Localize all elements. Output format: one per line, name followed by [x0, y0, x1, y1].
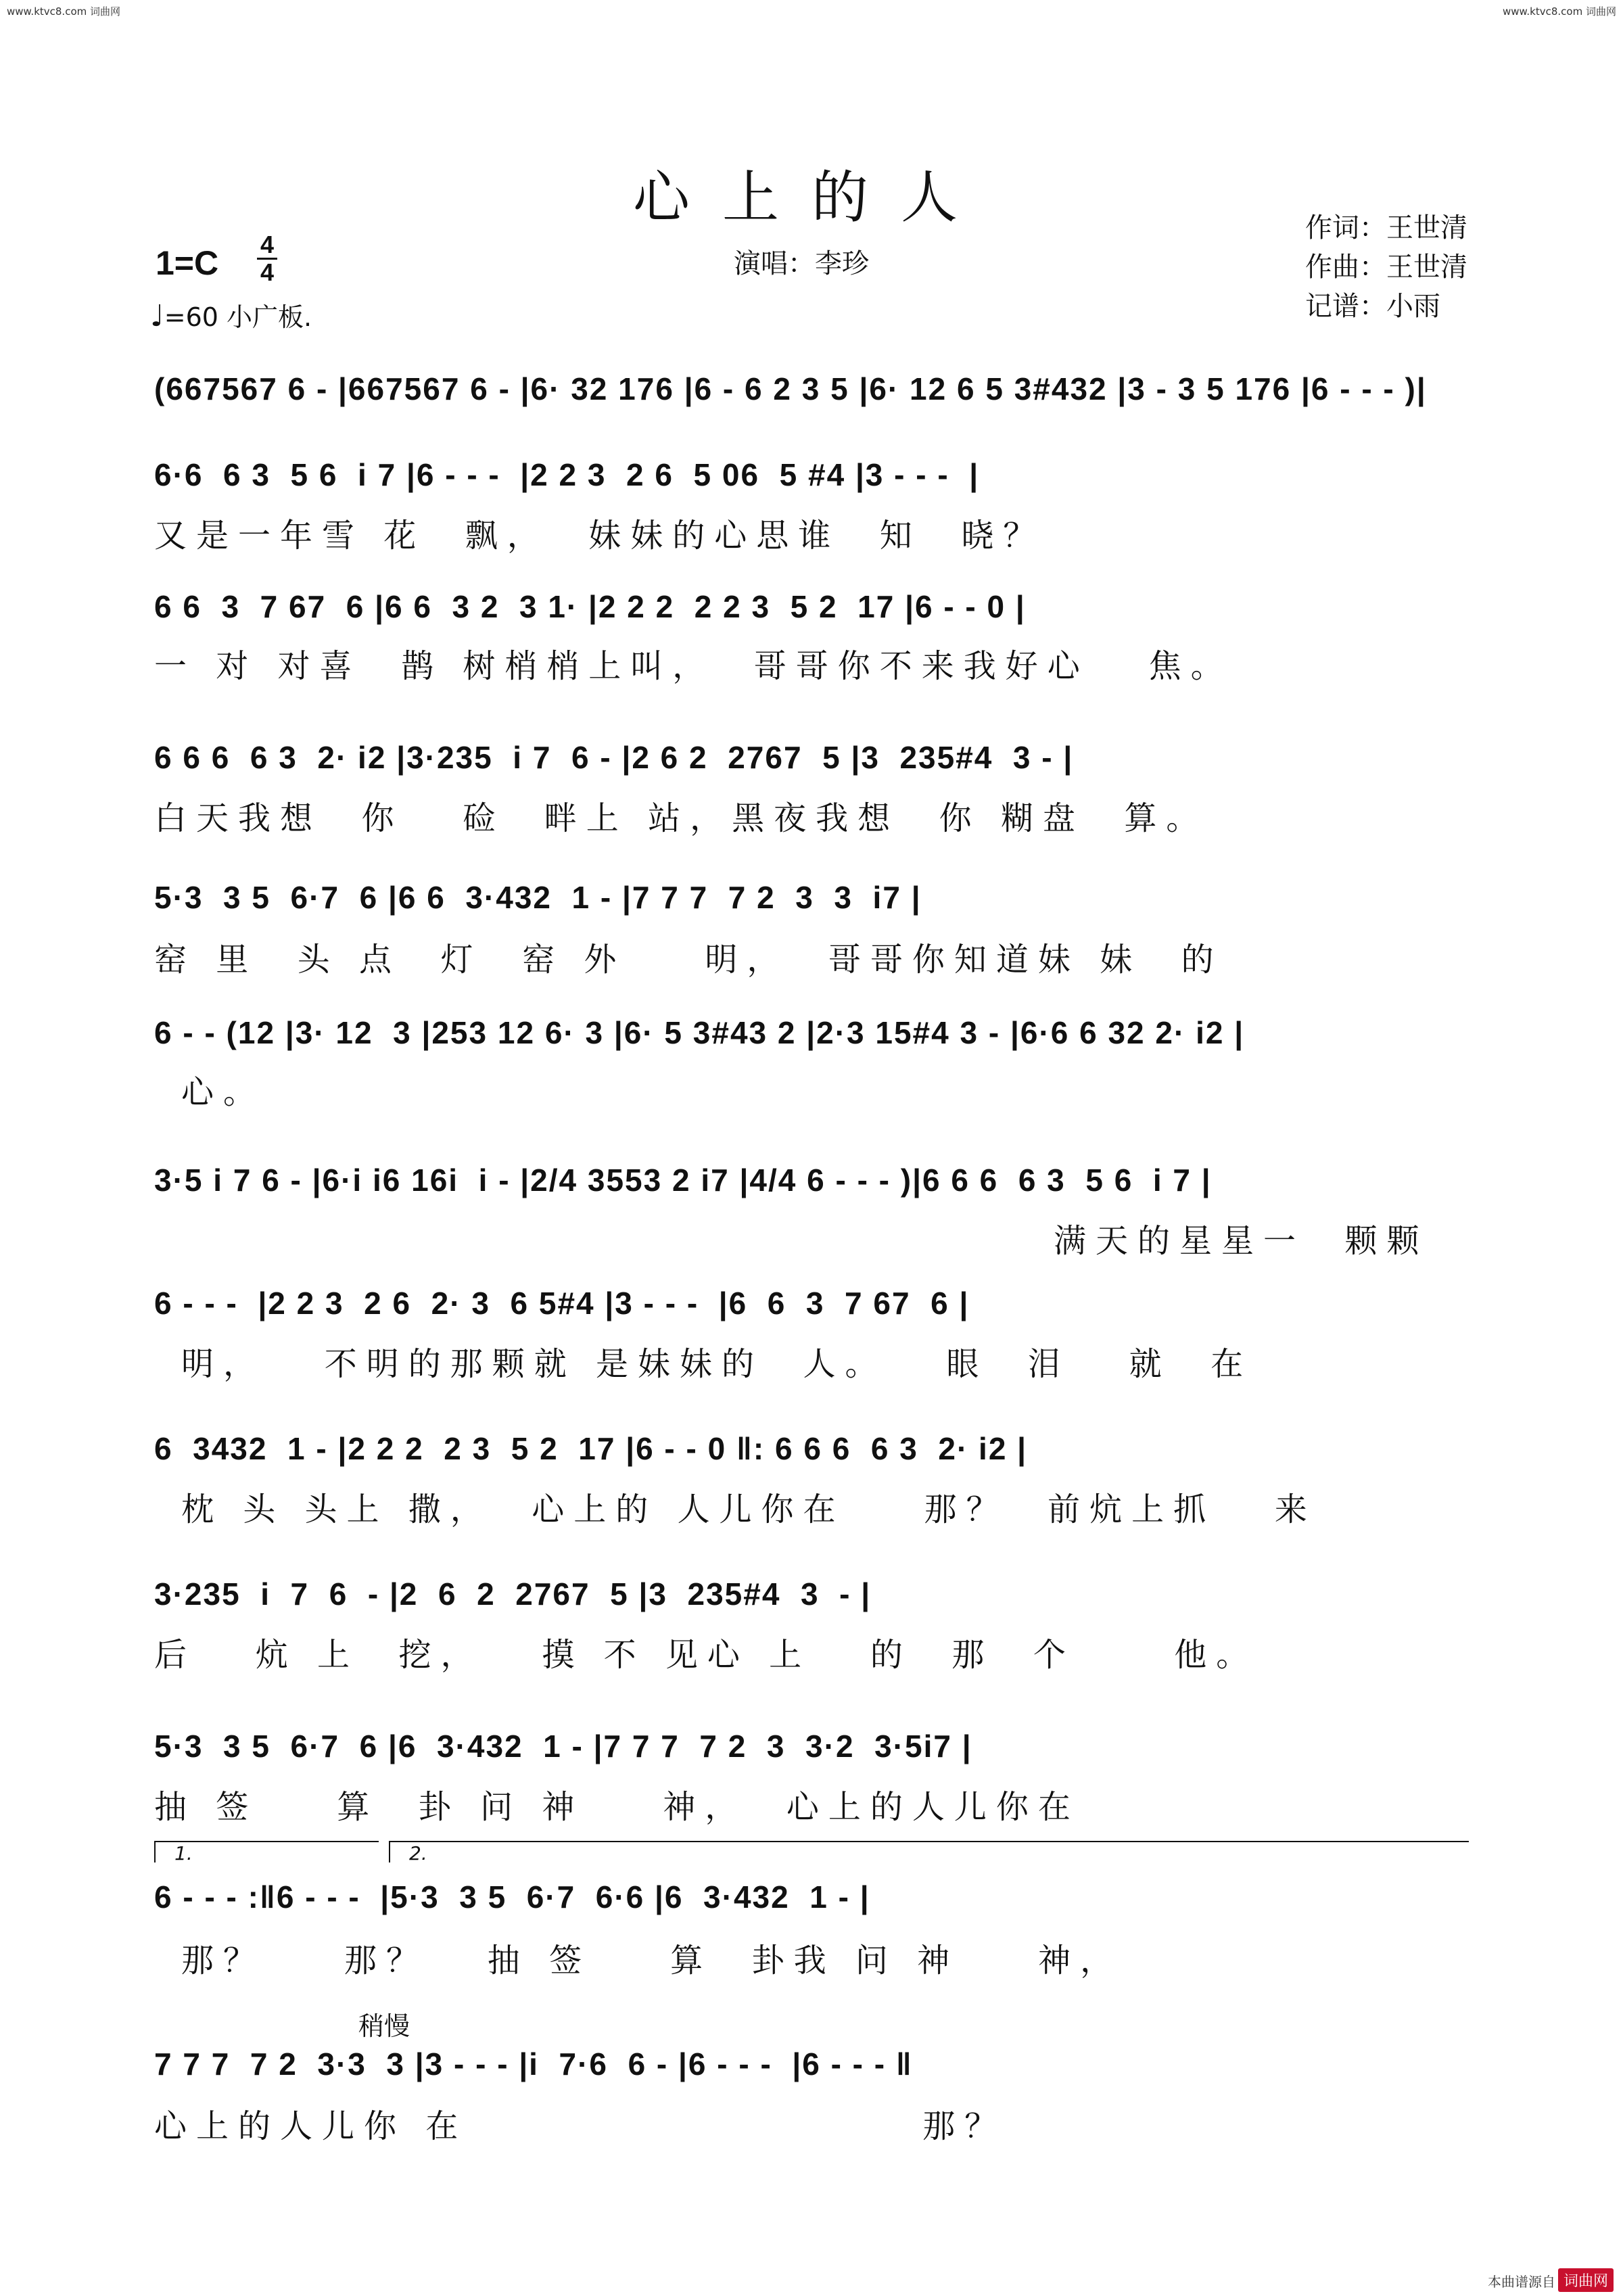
score-line-5 [154, 879, 1467, 980]
score-line-6 [154, 1014, 1467, 1112]
notation: 6 - - (12 |3· 12 3 |253 12 6· 3 |6· 5 3#43 2 |2·3 15#4 3 - |6·6 6 32 2· i2 | [154, 1015, 1245, 1050]
source-stamp: 本曲谱源自 [1488, 2274, 1555, 2290]
score-line-11 [154, 1728, 1467, 1827]
site-logo: 词曲网 [1558, 2268, 1614, 2292]
score-line-9 [154, 1430, 1467, 1530]
first-ending-label: 1. [174, 1842, 193, 1865]
site-url-right: www.ktvc8.com 词曲网 [1502, 5, 1616, 18]
notation: 5·3 3 5 6·7 6 |6 3·432 1 - |7 7 7 7 2 3 3·2 3·5i7 | [154, 1729, 972, 1764]
site-url-left: www.ktvc8.com 词曲网 [7, 5, 121, 18]
notation: (667567 6 - |667567 6 - |6· 32 176 |6 - 6 2 3 5 |6· 12 6 5 3#432 |3 - 3 5 176 |6 - - - )| [154, 371, 1427, 406]
lyrics: 那？ 那？ 抽 签 算 卦我 问 神 神， [181, 1942, 1123, 1979]
time-bottom: 4 [260, 258, 275, 286]
score-line-4 [154, 739, 1467, 839]
lyricist: 作词：王世清 [1305, 212, 1467, 243]
notation: 6 - - - |2 2 3 2 6 2· 3 6 5#4 |3 - - - |6 6 3 7 67 6 | [154, 1286, 970, 1321]
tempo-marking [150, 296, 312, 333]
lyrics: 满天的星星一 颗颗 [1054, 1222, 1429, 1260]
lyrics: 后 炕 上 挖， 摸 不 见心 上 的 那 个 他。 [154, 1636, 1259, 1674]
lyrics: 心上的人儿你 在 那？ [154, 2107, 1007, 2145]
transcriber: 记谱：小雨 [1305, 291, 1440, 322]
score-line-8 [154, 1285, 1467, 1384]
second-ending-bracket [389, 1841, 1469, 1865]
score-line-2 [154, 456, 1467, 556]
lyrics: 枕 头 头上 撒， 心上的 人儿你在 那？ 前炕上抓 来 [181, 1491, 1317, 1528]
lyrics: 白天我想 你 硷 畔上 站，黑夜我想 你 糊盘 算。 [154, 799, 1208, 837]
key-signature: 1=C [156, 244, 219, 282]
score-line-3 [154, 588, 1467, 686]
score-line-13 [154, 2046, 1467, 2147]
second-ending-label: 2. [409, 1842, 427, 1865]
time-top: 4 [260, 231, 275, 258]
notation: 6 6 3 7 67 6 |6 6 3 2 3 1· |2 2 2 2 2 3 5 2 17 |6 - - 0 | [154, 589, 1026, 624]
score-line-12 [154, 1879, 1467, 1981]
tempo-text: =60 小广板. [164, 302, 312, 332]
first-ending-bracket [154, 1841, 379, 1865]
notation: 3·5 i 7 6 - |6·i i6 16i i - |2/4 3553 2 i7 |4/4 6 - - - )|6 6 6 6 3 5 6 i 7 | [154, 1163, 1212, 1198]
credits [1305, 208, 1467, 326]
lyrics: 心。 [181, 1073, 266, 1111]
lyrics: 又是一年雪 花 飘， 妹妹的心思谁 知 晓？ [154, 517, 1045, 555]
lyrics: 窑 里 头 点 灯 窑 外 明， 哥哥你知道妹 妹 的 [154, 941, 1223, 979]
notation: 7 7 7 7 2 3·3 3 |3 - - - |i 7·6 6 - |6 - - - |6 - - - ‖ [154, 2046, 913, 2082]
notation: 6 3432 1 - |2 2 2 2 3 5 2 17 |6 - - 0 ‖: 6 6 6 6 3 2· i2 | [154, 1431, 1028, 1466]
composer: 作曲：王世清 [1305, 252, 1467, 283]
tempo-change-mark: 稍慢 [358, 2011, 410, 2041]
notation: 5·3 3 5 6·7 6 |6 6 3·432 1 - |7 7 7 7 2 3 3 i7 | [154, 880, 922, 915]
score-line-7 [154, 1162, 1467, 1261]
notation: 6 6 6 6 3 2· i2 |3·235 i 7 6 - |2 6 2 2767 5 |3 235#4 3 - | [154, 740, 1074, 775]
time-signature [256, 233, 279, 285]
lyrics: 抽 签 算 卦 问 神 神， 心上的人儿你在 [154, 1788, 1080, 1826]
notation: 6 - - - :‖6 - - - |5·3 3 5 6·7 6·6 |6 3·432 1 - | [154, 1879, 870, 1915]
notation: 6·6 6 3 5 6 i 7 |6 - - - |2 2 3 2 6 5 06 5 #4 |3 - - - | [154, 457, 980, 492]
score-line-10 [154, 1576, 1467, 1675]
lyrics: 明， 不明的那颗就 是妹妹的 人。 眼 泪 就 在 [181, 1345, 1253, 1383]
notation: 3·235 i 7 6 - |2 6 2 2767 5 |3 235#4 3 - | [154, 1576, 872, 1612]
score-line-1 [154, 371, 1467, 408]
quarter-note-icon: ♩ [150, 299, 164, 333]
singer: 演唱：李珍 [734, 248, 869, 279]
lyrics: 一 对 对喜 鹊 树梢梢上叫， 哥哥你不来我好心 焦。 [154, 647, 1233, 685]
song-title: 心上的人 [632, 164, 990, 231]
